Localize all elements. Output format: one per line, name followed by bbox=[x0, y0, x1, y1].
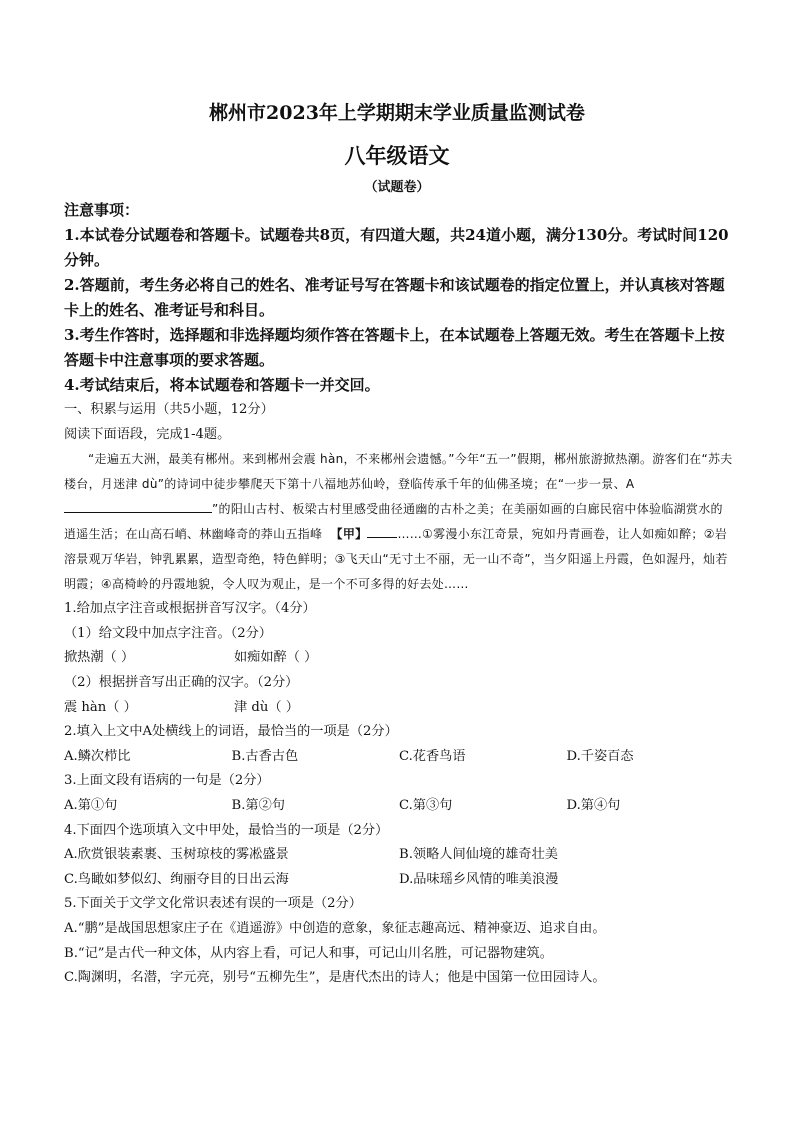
option: B.领略人间仙境的雄奇壮美 bbox=[399, 847, 558, 863]
option: D.品味瑶乡风情的唯美浪漫 bbox=[399, 871, 559, 887]
blank-jia-label: 【甲】 bbox=[330, 527, 368, 542]
question-4-options-row2 bbox=[64, 868, 734, 893]
question-1-sub1-items bbox=[64, 646, 734, 671]
option: C.鸟瞰如梦似幻、绚丽夺目的日出云海 bbox=[64, 871, 289, 887]
option: A.鳞次栉比 bbox=[64, 748, 131, 764]
notes-heading: 注意事项： bbox=[64, 201, 140, 219]
blank-jia-line bbox=[367, 523, 397, 538]
pinyin-item: 如痴如醉（ ） bbox=[234, 650, 318, 666]
note-item: 2.答题前，考生务必将自己的姓名、准考证号写在答题卡和该试题卷的指定位置上，并认真核对答题卡上的姓名、准考证号和科目。 bbox=[64, 276, 725, 319]
option: C.陶渊明，名潜，字元亮，别号“五柳先生”，是唐代杰出的诗人；他是中国第一位田园诗人。 bbox=[64, 970, 606, 986]
note-item: 3.考生作答时，选择题和非选择题均须作答在答题卡上，在本试题卷上答题无效。考生在答题卡上按答题卡中注意事项的要求答题。 bbox=[64, 326, 725, 369]
question-1-sub2-items bbox=[64, 696, 734, 721]
option: A.欣赏银装素裹、玉树琼枝的雾凇盛景 bbox=[64, 847, 289, 863]
passage-text-1: “走遍五大洲，最美有郴州。来到郴州会震 hàn，不来郴州会遗憾。”今年“五一”假期，郴州旅游掀热潮。游客们在“苏夫楼台，月迷津 dù”的诗词中徒步攀爬天下第十八福地苏仙岭，登临传承千年的仙佛圣境；在“一步一景、A bbox=[64, 452, 733, 492]
option: B.古香古色 bbox=[231, 748, 299, 764]
question-1-sub1: （1）给文段中加点字注音。（2分） bbox=[64, 625, 272, 641]
hanzi-item: 津 dù（ ） bbox=[234, 699, 299, 715]
question-5-stem: 5.下面关于文学文化常识表述有误的一项是（2分） bbox=[64, 896, 362, 912]
section-heading: 一、积累与运用（共5小题，12分） bbox=[64, 402, 274, 417]
question-4-options-row1 bbox=[64, 843, 734, 868]
exam-subject: 八年级语文 bbox=[344, 143, 450, 168]
option: A.第①句 bbox=[64, 797, 118, 813]
section-instruction: 阅读下面语段，完成1-4题。 bbox=[64, 426, 231, 442]
option: C.花香鸟语 bbox=[399, 748, 466, 764]
blank-a-line bbox=[64, 498, 212, 513]
option: B.“记”是古代一种文体，从内容上看，可记人和事，可记山川名胜，可记器物建筑。 bbox=[64, 945, 553, 961]
question-4-stem: 4.下面四个选项填入文中甲处，最恰当的一项是（2分） bbox=[64, 822, 389, 838]
reading-passage bbox=[64, 447, 734, 597]
passage-text-3: ……①雾漫小东江奇景，宛如丹青画卷，让人如痴如醉；②岩溶景观万华岩，钟乳累累，造型奇绝，特色鲜明；③飞天山“无寸土不丽，无一山不奇”，当夕阳遥上丹霞，色如渥丹，灿若明霞；④高椅岭的丹霞地貌，令人叹为观止，是一个不可多得的好去处…… bbox=[64, 527, 728, 592]
hanzi-item: 震 hàn（ ） bbox=[64, 699, 137, 715]
exam-notes bbox=[64, 198, 734, 398]
question-2-options bbox=[64, 745, 734, 770]
option: D.千姿百态 bbox=[566, 748, 634, 764]
exam-body bbox=[64, 398, 734, 991]
note-item: 1.本试卷分试题卷和答题卡。试题卷共8页，有四道大题，共24道小题，满分130分。考试时间120分钟。 bbox=[64, 226, 729, 269]
question-3-options bbox=[64, 794, 734, 819]
option: B.第②句 bbox=[231, 797, 285, 813]
passage-text-2: ”的阳山古村、板梁古村里感受曲径通幽的古朴之美；在美丽如画的白廊民宿中体验临湖赏水的逍遥生活；在山高石峭、林幽峰奇的莽山五指峰 bbox=[64, 502, 723, 542]
pinyin-item: 掀热潮（ ） bbox=[64, 650, 135, 666]
paper-type: （试题卷） bbox=[364, 180, 430, 195]
option: C.第③句 bbox=[399, 797, 453, 813]
note-item: 4.考试结束后，将本试题卷和答题卡一并交回。 bbox=[64, 376, 380, 394]
question-3-stem: 3.上面文段有语病的一句是（2分） bbox=[64, 773, 270, 789]
option: D.第④句 bbox=[566, 797, 621, 813]
question-2-stem: 2.填入上文中A处横线上的词语，最恰当的一项是（2分） bbox=[64, 724, 398, 740]
option: A.“鹏”是战国思想家庄子在《逍遥游》中创造的意象，象征志趣高远、精神豪迈、追求自由。 bbox=[64, 920, 606, 936]
question-1-stem: 1.给加点字注音或根据拼音写汉字。（4分） bbox=[64, 601, 316, 617]
question-1-sub2: （2）根据拼音写出正确的汉字。（2分） bbox=[64, 674, 299, 690]
exam-title: 郴州市2023年上学期期末学业质量监测试卷 bbox=[209, 102, 585, 124]
